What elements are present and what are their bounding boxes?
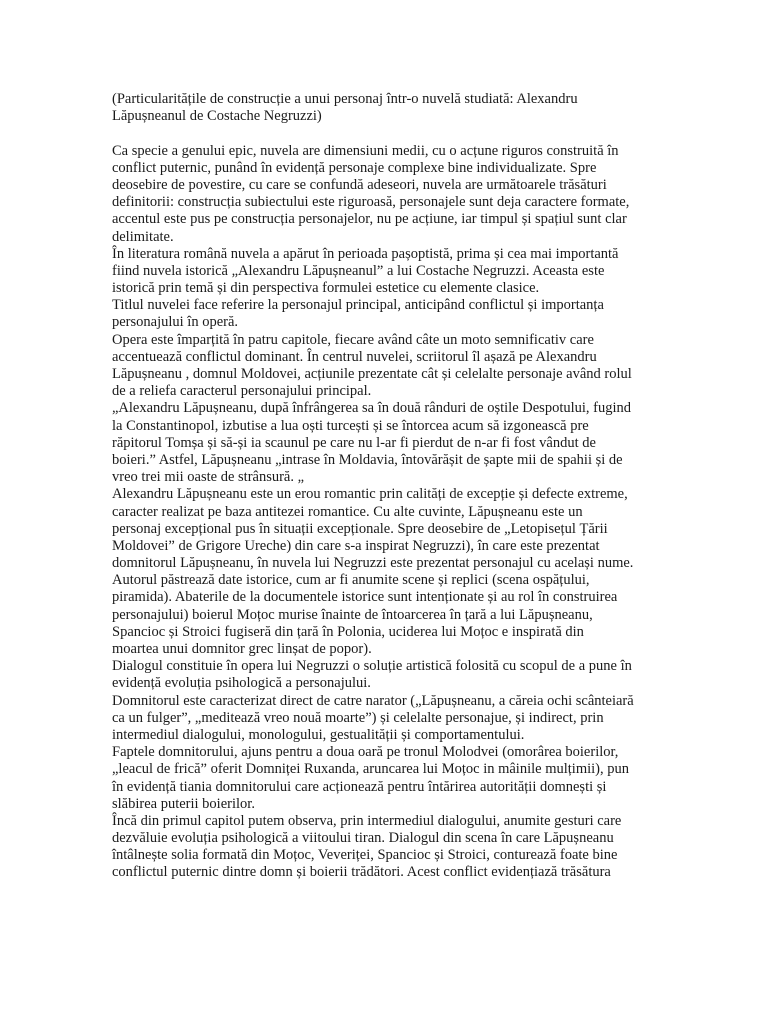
blank-line [112, 125, 672, 142]
text-line: Spancioc și Stroici fugiseră din țară în Polonia, uciderea lui Moțoc e inspirată din [112, 623, 584, 640]
text-line: Alexandru Lăpușneanu este un erou romantic prin calități de excepție și defecte extreme, [112, 486, 628, 503]
text-line: boieri.” Astfel, Lăpușneanu „intrase în Moldavia, întovărășit de șapte mii de spahii și de [112, 451, 623, 468]
text-line: Ca specie a genului epic, nuvela are dimensiuni medii, cu o acțune riguros construită în [112, 142, 619, 159]
text-line: evidență evoluția psihologică a personajului. [112, 675, 371, 692]
text-line: „leacul de frică” oferit Domniței Ruxanda, aruncarea lui Moțoc in mâinile mulțimii), pun [112, 761, 629, 778]
text-line: Dialogul constituie în opera lui Negruzzi o soluție artistică folosită cu scopul de a pune în [112, 658, 632, 675]
text-line: conflictul puternic dintre domn și boierii trădători. Acest conflict evidențiază trăsătura [112, 864, 611, 881]
text-line: „Alexandru Lăpușneanu, după înfrângerea sa în două rânduri de oștile Despotului, fugind [112, 400, 632, 417]
text-line: răpitorul Tomșa și să-și ia scaunul pe care nu l-ar fi pierdut de n-ar fi fost vândut de [112, 434, 596, 451]
paragraph-citat [112, 400, 672, 486]
document-body [112, 91, 672, 882]
text-line: moartea unui domnitor grec linșat de popor). [112, 641, 372, 657]
text-line: fiind nuvela istorică „Alexandru Lăpușneanul” a lui Costache Negruzzi. Aceasta este [112, 262, 605, 279]
text-line: Titlul nuvelei face referire la personajul principal, anticipând conflictul și importanța [112, 297, 604, 314]
text-line: la Constantinopol, izbutise a lua oști turcești și se întorcea acum să izgonească pre [112, 417, 589, 434]
document-title [112, 91, 672, 125]
text-line: Moldovei” de Grigore Ureche) din care s-a inspirat Negruzzi), în care este prezentat [112, 537, 600, 554]
title-line: (Particularitățile de construcție a unui personaj într-o nuvelă studiată: Alexandru [112, 91, 578, 107]
text-line: accentuează conflictul dominant. În centrul nuvelei, scriitorul îl așază pe Alexandru [112, 348, 597, 365]
text-line: delimitate. [112, 228, 174, 245]
text-line: de a reliefa caracterul personajului principal. [112, 383, 372, 400]
text-line: personajului) boierul Moțoc murise înainte de întoarcerea în țară a lui Lăpușneanu, [112, 606, 593, 623]
text-line: slăbirea puterii boierilor. [112, 795, 255, 812]
text-line: dezvăluie evoluția psihologică a viitoului tiran. Dialogul din scena în care Lăpușneanu [112, 830, 614, 847]
paragraph-primul-capitol [112, 813, 672, 882]
text-line: Faptele domnitorului, ajuns pentru a doua oară pe tronul Molodvei (omorârea boierilor, [112, 744, 619, 761]
paragraph-caracterizare [112, 693, 672, 745]
text-line: În literatura română nuvela a apărut în perioada pașoptistă, prima și cea mai importantă [112, 245, 619, 262]
paragraph-opera [112, 332, 672, 401]
text-line: definitorii: construcția subiectului este riguroasă, personajele sunt deja caractere formate, [112, 194, 630, 211]
text-line: Lăpușneanu , domnul Moldovei, acțiunile prezentate cât și celelalte personaje având rolul [112, 366, 632, 382]
text-line: istorică prin temă și din perspectiva formulei estetice cu elemente clasice. [112, 280, 540, 297]
text-line: accentul este pus pe construcția personajelor, nu pe acțiune, iar timpul și spațiul sunt clar [112, 211, 627, 228]
text-line: domnitorul Lăpușneanu, în nuvela lui Negruzzi este prezentat personajul cu același nume. [112, 555, 634, 572]
text-line: intermediul dialogului, monologului, gestualității și comportamentului. [112, 726, 525, 743]
paragraph-erou-romantic [112, 486, 672, 658]
paragraph-faptele [112, 744, 672, 813]
paragraph-intro [112, 143, 672, 246]
text-line: în evidență tiania domnitorului care acționează pentru întărirea autorității domnești și [112, 778, 607, 795]
text-line: Încă din primul capitol putem observa, prin intermediul dialogului, anumite gesturi care [112, 812, 622, 829]
text-line: personaj excepțional pus în situații excepționale. Spre deosebire de „Letopisețul Țării [112, 520, 608, 537]
text-line: ca un fulger”, „meditează vreo nouă moarte”) și celelalte personajue, și indirect, prin [112, 709, 604, 726]
text-line: conflict puternic, punând în evidență personaje complexe bine individualizate. Spre [112, 159, 597, 176]
text-line: vreo trei mii oaste de strânsură. „ [112, 469, 305, 486]
text-line: personajului în operă. [112, 314, 239, 331]
text-line: întâlnește solia formată din Moțoc, Veveriței, Spancioc și Stroici, conturează foate bine [112, 847, 618, 864]
text-line: deosebire de povestire, cu care se confundă adeseori, nuvela are următoarele trăsături [112, 176, 607, 193]
text-line: caracter realizat pe baza antitezei romantice. Cu alte cuvinte, Lăpușneanu este un [112, 503, 583, 520]
text-line: Domnitorul este caracterizat direct de catre narator („Lăpușneanu, a căreia ochi scânteiară [112, 692, 634, 709]
title-line: Lăpușneanul de Costache Negruzzi) [112, 108, 322, 125]
text-line: Autorul păstrează date istorice, cum ar fi anumite scene și replici (scena ospățului, [112, 572, 590, 589]
paragraph-dialogul [112, 658, 672, 692]
paragraph-titlul [112, 297, 672, 331]
text-line: piramida). Abaterile de la documentele istorice sunt intenționate și au rol în construirea [112, 589, 618, 606]
text-line: Opera este împarțită în patru capitole, fiecare având câte un moto semnificativ care [112, 331, 594, 348]
paragraph-literatura [112, 246, 672, 298]
